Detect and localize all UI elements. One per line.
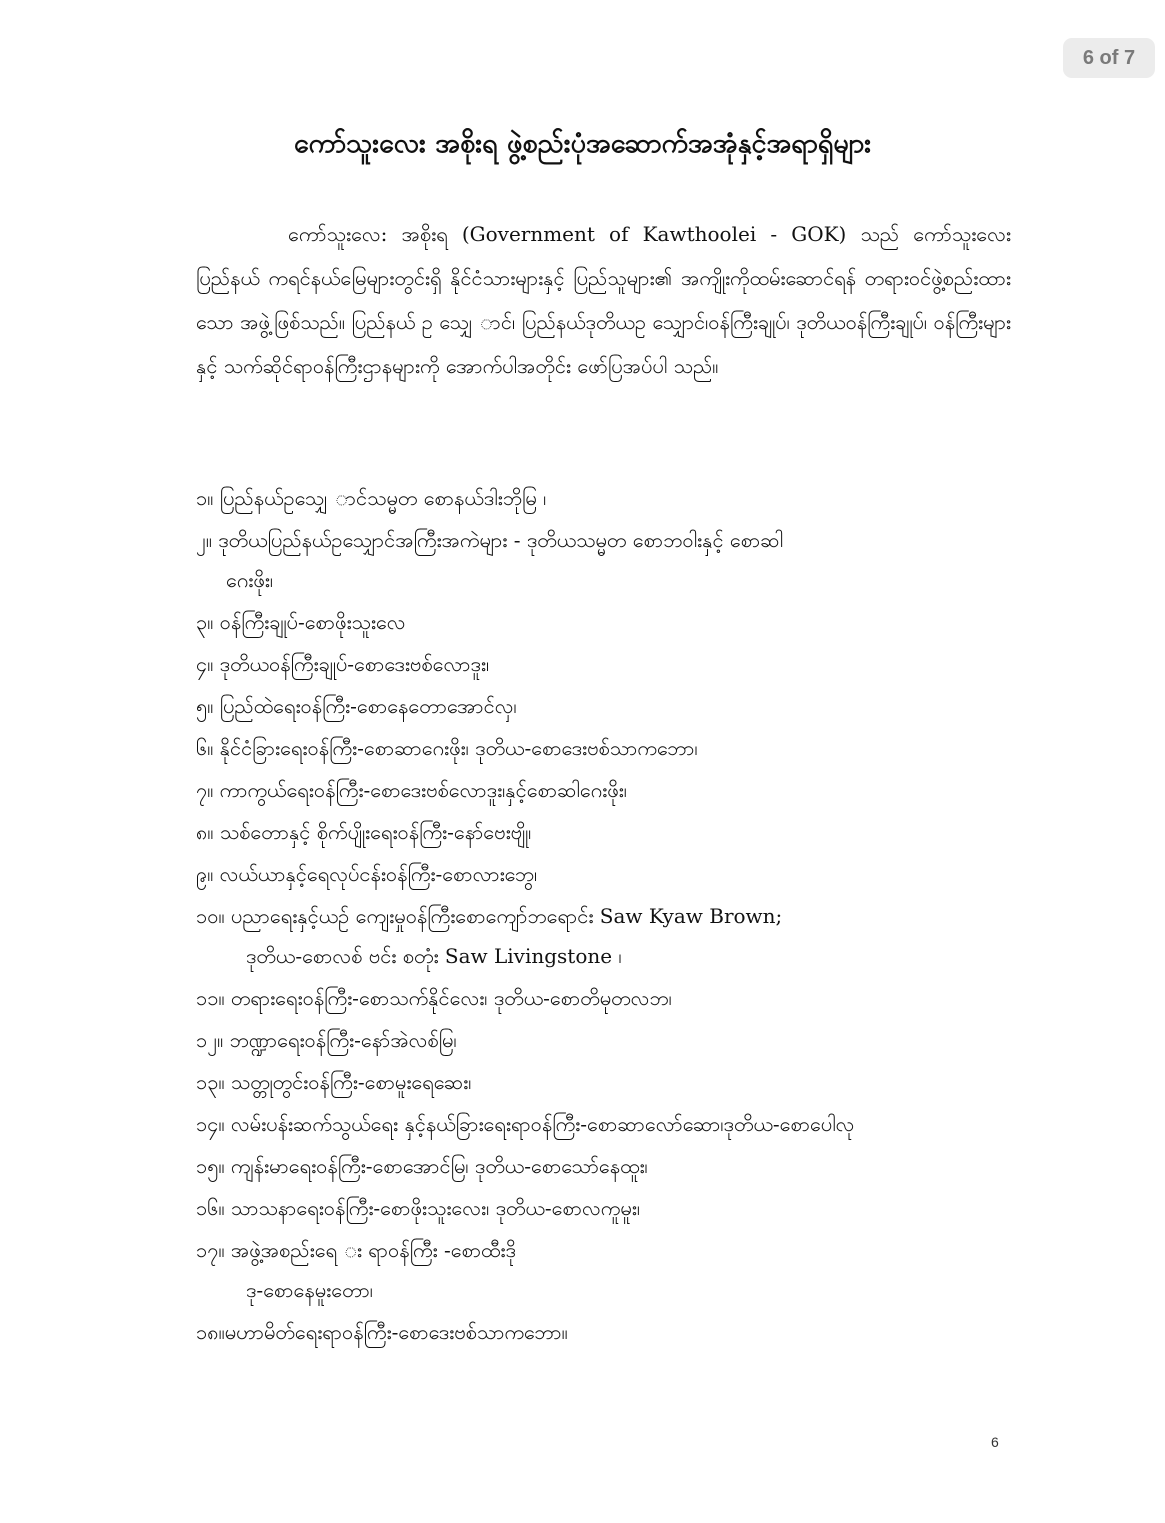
list-item	[196, 1312, 1136, 1352]
list-item-continuation: ဒုတိယ-စောလစ် ဗင်း စတုံး Saw Livingstone ၊	[246, 944, 622, 968]
list-item-text: ၁၁။ တရားရေးဝန်ကြီး-စောသက်နိုင်လေး၊ ဒုတိယ-စောတိမုတလဘ၊	[196, 986, 672, 1010]
list-item-text: ၈။ သစ်တောနှင့် စိုက်ပျိုးရေးဝန်ကြီး-နော်ဗေးဗျို၊	[196, 820, 532, 844]
list-item-continuation: ဂေးဖိုး၊	[226, 568, 274, 592]
list-item	[196, 812, 1136, 852]
list-item	[196, 770, 1136, 810]
list-item	[196, 854, 1136, 894]
list-item	[196, 686, 1136, 726]
page-indicator-badge: 6 of 7	[1063, 38, 1155, 78]
list-item	[196, 1062, 1136, 1102]
list-item-text: ၁၃။ သတ္တုတွင်းဝန်ကြီး-စောမူးရေဆေး၊	[196, 1070, 472, 1094]
officials-list	[196, 478, 1136, 1354]
list-item-text: ၂။ ဒုတိယပြည်နယ်ဥသျှောင်အကြီးအကဲများ - ဒုတိယသမ္မတ စောဘဝါးနှင့် စောဆါ	[196, 528, 784, 552]
list-item-text: ၆။ နိုင်ငံခြားရေးဝန်ကြီး-စောဆာဂေးဖိုး၊ ဒုတိယ-စောဒေးဗစ်သာကဘော၊	[196, 736, 698, 760]
page-number: 6	[991, 1434, 999, 1450]
list-item	[196, 1146, 1136, 1186]
list-item-text: ၁၈။မဟာမိတ်ရေးရာဝန်ကြီး-စောဒေးဗစ်သာကဘော။	[196, 1320, 568, 1344]
list-item	[196, 896, 1136, 976]
list-item-text: ၁၄။ လမ်းပန်းဆက်သွယ်ရေး နှင့်နယ်ခြားရေးရာဝန်ကြီး-စောဆာလော်ဆော၊ဒုတိယ-စောပေါလု	[196, 1112, 855, 1136]
list-item-text: ၁။ ပြည်နယ်ဥသျှေ ာင်သမ္မတ စောနယ်ဒါးဘိုမြ ၊	[196, 486, 547, 510]
list-item-continuation: ဒု-စောနေမူးတော၊	[246, 1278, 373, 1302]
list-item	[196, 644, 1136, 684]
list-item	[196, 978, 1136, 1018]
list-item-text: ၁၅။ ကျန်းမာရေးဝန်ကြီး-စောအောင်မြ၊ ဒုတိယ-စောသော်နေထူး၊	[196, 1154, 648, 1178]
list-item-text: ၉။ လယ်ယာနှင့်ရေလုပ်ငန်းဝန်ကြီး-စောလားဘွေ၊	[196, 862, 538, 886]
list-item-text: ၁၆။ သာသနာရေးဝန်ကြီး-စောဖိုးသူးလေး၊ ဒုတိယ-စောလကူမူး၊	[196, 1196, 641, 1220]
intro-paragraph: ကော်သူးလေ: အစိုးရ (Government of Kawthoolei - GOK) သည် ကော်သူးလေးပြည်နယ် ကရင်နယ်မြေများတွင်းရှိ နိုင်ငံသားများနှင့် ပြည်သူများ၏ အကျိုးကိုထမ်းဆောင်ရန် တရားဝင်ဖွဲ့စည်းထားသော အဖွဲ့ဖြစ်သည်။ ပြည်နယ် ဥ သျှေ ာင်၊ ပြည်နယ်ဒုတိယဥ သျှောင်၊ဝန်ကြီးချုပ်၊ ဒုတိယဝန်ကြီးချုပ်၊ ဝန်ကြီးများနှင့် သက်ဆိုင်ရာဝန်ကြီးဌာနများကို အောက်ပါအတိုင်း ဖော်ပြအပ်ပါ သည်။	[196, 222, 1011, 378]
list-item	[196, 728, 1136, 768]
list-item	[196, 602, 1136, 642]
document-title: ကော်သူးလေး အစိုးရ ဖွဲ့စည်းပုံအဆောက်အအုံနှင့်အရာရှိများ	[293, 128, 872, 159]
list-item	[196, 520, 1136, 600]
list-item-text: ၄။ ဒုတိယဝန်ကြီးချုပ်-စောဒေးဗစ်လောဒူး၊	[196, 652, 490, 676]
list-item	[196, 1230, 1136, 1310]
list-item-text: ၁၀။ ပညာရေးနှင့်ယဉ် ကျေးမှုဝန်ကြီးစောကျော်ဘရောင်း Saw Kyaw Brown;	[196, 904, 783, 928]
list-item-text: ၁၇။ အဖွဲ့အစည်းရေ း ရာဝန်ကြီး -စောထီးဒို	[196, 1238, 516, 1262]
list-item	[196, 1188, 1136, 1228]
list-item	[196, 478, 1136, 518]
list-item-text: ၃။ ဝန်ကြီးချုပ်-စောဖိုးသူးလေ	[196, 610, 406, 634]
list-item-text: ၇။ ကာကွယ်ရေးဝန်ကြီး-စောဒေးဗစ်လောဒူး၊နှင့်စောဆါဂေးဖိုး၊	[196, 778, 627, 802]
list-item	[196, 1020, 1136, 1060]
list-item	[196, 1104, 1136, 1144]
list-item-text: ၁၂။ ဘဏ္ဍာရေးဝန်ကြီး-နော်အဲလစ်မြ၊	[196, 1028, 457, 1052]
list-item-text: ၅။ ပြည်ထဲရေးဝန်ကြီး-စောနေတောအောင်လှ၊	[196, 694, 517, 718]
